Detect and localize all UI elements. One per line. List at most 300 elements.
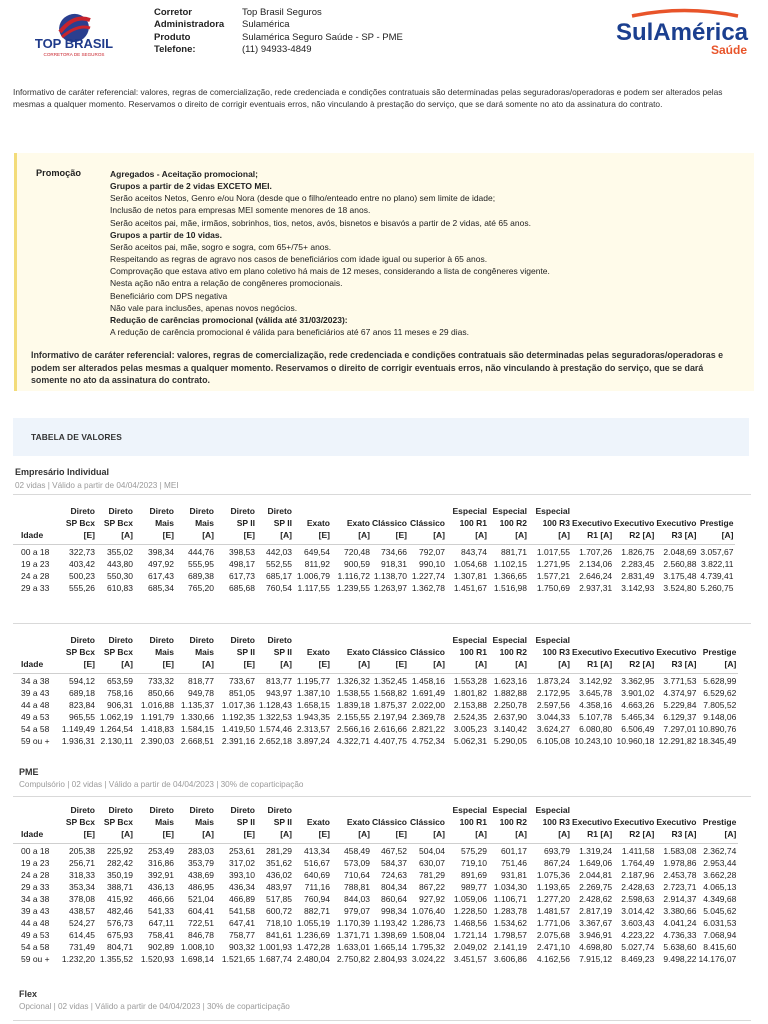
price-cell: 10.890,76 <box>698 724 737 734</box>
price-cell: 1.698,14 <box>180 954 214 964</box>
column-header: [A] <box>176 658 216 674</box>
price-cell: 5.027,74 <box>621 942 655 952</box>
column-header <box>372 505 409 517</box>
column-header: Direto <box>108 635 133 645</box>
values-title: TABELA DE VALORES <box>31 432 122 442</box>
column-header: Direto <box>189 805 214 815</box>
table-row <box>13 723 738 735</box>
column-header <box>614 804 656 816</box>
section-title: Empresário Individual <box>15 467 110 477</box>
divider <box>13 1020 751 1021</box>
column-header: Exato <box>306 647 330 657</box>
price-cell: 3.005,23 <box>453 724 487 734</box>
price-cell: 353,79 <box>188 858 214 868</box>
price-cell: 5.465,34 <box>621 712 655 722</box>
price-cell: 2.566,16 <box>336 724 370 734</box>
age-range-cell: 29 a 33 <box>21 882 50 892</box>
column-header: [E] <box>372 658 409 674</box>
price-cell: 1.170,39 <box>336 918 370 928</box>
price-cell: 5.638,60 <box>663 942 697 952</box>
price-cell: 649,54 <box>304 547 330 557</box>
column-header: Direto <box>149 635 174 645</box>
column-header: R3 [A] <box>656 529 698 545</box>
price-cell: 804,71 <box>107 942 133 952</box>
section-subtitle: Opcional | 02 vidas | Válido a partir de 04/04/2023 | 30% de coparticipação <box>19 1002 290 1011</box>
price-cell: 1.054,68 <box>453 559 487 569</box>
price-cell: 867,24 <box>544 858 570 868</box>
price-cell: 1.263,97 <box>373 583 407 593</box>
price-cell: 521,04 <box>188 894 214 904</box>
age-range-cell: 19 a 23 <box>21 559 50 569</box>
price-cell: 398,53 <box>229 547 255 557</box>
column-header: [E] <box>372 529 409 545</box>
price-cell: 2.155,55 <box>336 712 370 722</box>
price-cell: 731,49 <box>69 942 95 952</box>
column-header: [A] <box>698 658 738 674</box>
price-cell: 1.055,19 <box>296 918 330 928</box>
price-cell: 4.736,33 <box>663 930 697 940</box>
column-header: [A] <box>332 529 372 545</box>
price-cell: 2.048,69 <box>663 547 697 557</box>
price-cell: 1.936,31 <box>61 736 95 746</box>
price-cell: 486,95 <box>188 882 214 892</box>
column-header: Direto <box>70 805 95 815</box>
price-cell: 4.739,41 <box>700 571 734 581</box>
column-header: [A] <box>447 828 489 844</box>
column-header <box>332 634 372 646</box>
column-header: Idade <box>13 658 59 674</box>
price-cell: 792,07 <box>419 547 445 557</box>
price-cell: 2.652,18 <box>258 736 292 746</box>
column-header: Prestige <box>702 817 737 827</box>
price-cell: 403,42 <box>69 559 95 569</box>
promo-line: Inclusão de netos para empresas MEI somente menores de 18 anos. <box>110 205 371 216</box>
column-header <box>656 634 698 646</box>
price-cell: 2.075,68 <box>536 930 570 940</box>
column-header: [A] <box>698 529 735 545</box>
price-cell: 322,73 <box>69 547 95 557</box>
price-cell: 438,69 <box>188 870 214 880</box>
price-cell: 1.943,35 <box>296 712 330 722</box>
price-cell: 5.260,75 <box>700 583 734 593</box>
rate-table-pme <box>13 804 738 965</box>
promo-line: Respeitando as regras de agravo nos casos de beneficiários com idade igual ou superior à 65 anos. <box>110 254 488 265</box>
age-range-cell: 49 a 53 <box>21 712 50 722</box>
price-cell: 7.915,12 <box>579 954 613 964</box>
price-cell: 1.366,65 <box>493 571 527 581</box>
price-cell: 415,92 <box>107 894 133 904</box>
column-header: SP II <box>273 518 292 528</box>
column-header: [E] <box>216 828 257 844</box>
price-cell: 844,03 <box>344 894 370 904</box>
price-cell: 860,64 <box>381 894 407 904</box>
column-header <box>13 816 59 828</box>
price-cell: 2.821,22 <box>411 724 445 734</box>
price-cell: 8.415,60 <box>703 942 737 952</box>
price-cell: 444,76 <box>188 547 214 557</box>
table-row <box>13 545 735 559</box>
column-header: Prestige <box>702 647 737 657</box>
price-cell: 1.658,15 <box>296 700 330 710</box>
price-cell: 2.044,81 <box>579 870 613 880</box>
price-cell: 998,34 <box>381 906 407 916</box>
column-header: Mais <box>195 817 214 827</box>
table-row <box>13 699 738 711</box>
price-cell: 2.723,71 <box>663 882 697 892</box>
column-header: R1 [A] <box>572 658 614 674</box>
price-cell: 1.232,20 <box>61 954 95 964</box>
price-cell: 436,02 <box>266 870 292 880</box>
price-cell: 281,29 <box>266 846 292 856</box>
price-cell: 640,69 <box>304 870 330 880</box>
price-cell: 2.390,03 <box>140 736 174 746</box>
section-title: PME <box>19 767 39 777</box>
column-header: [E] <box>216 529 257 545</box>
promo-label: Promoção <box>36 168 81 178</box>
column-header: R3 [A] <box>656 658 698 674</box>
price-cell: 517,85 <box>266 894 292 904</box>
price-cell: 3.901,02 <box>621 688 655 698</box>
header-key: Produto <box>154 31 191 43</box>
column-header: Mais <box>155 647 174 657</box>
rate-table <box>13 634 738 747</box>
price-cell: 902,89 <box>148 942 174 952</box>
column-header: 100 R1 <box>459 647 487 657</box>
column-header: Clássico <box>410 817 445 827</box>
table-row <box>13 881 738 893</box>
price-cell: 675,93 <box>107 930 133 940</box>
price-cell: 2.141,19 <box>493 942 527 952</box>
price-cell: 3.175,48 <box>663 571 697 581</box>
price-cell: 604,41 <box>188 906 214 916</box>
promo-line: Não vale para inclusões, apenas novos negócios. <box>110 302 298 313</box>
price-cell: 990,10 <box>419 559 445 569</box>
rate-table-mei-continued <box>13 634 738 747</box>
price-cell: 1.016,88 <box>140 700 174 710</box>
column-header: Idade <box>13 828 59 844</box>
price-cell: 6.080,80 <box>579 724 613 734</box>
price-cell: 867,22 <box>419 882 445 892</box>
price-cell: 3.606,86 <box>493 954 527 964</box>
age-range-cell: 54 a 58 <box>21 724 50 734</box>
column-header: 100 R3 <box>542 817 570 827</box>
disclaimer-top: Informativo de caráter referencial: valores, regras de comercialização, rede credenciada e condições contratuais são determinadas pelas seguradoras/operadoras e podem ser alterados pelas mesmas a qualquer momento. Reservamos o direito de corrigir eventuais erros, não vinculando à prestação do serviço, que se dará somente no ato da assinatura do contrato. <box>13 87 723 109</box>
price-cell: 4.374,97 <box>663 688 697 698</box>
promo-line: Serão aceitos Netos, Genro e/ou Nora (desde que o filho/enteado entre no plano) sem limite de idade; <box>110 193 496 204</box>
price-cell: 1.128,43 <box>258 700 292 710</box>
price-cell: 760,54 <box>266 583 292 593</box>
promo-line: Agregados - Aceitação promocional; <box>110 169 258 179</box>
table-row <box>13 869 738 881</box>
price-cell: 550,30 <box>107 571 133 581</box>
price-cell: 2.022,00 <box>411 700 445 710</box>
column-header <box>698 634 738 646</box>
price-cell: 3.822,11 <box>701 559 734 569</box>
price-cell: 2.953,44 <box>703 858 737 868</box>
price-cell: 3.645,78 <box>579 688 613 698</box>
price-cell: 2.668,51 <box>180 736 214 746</box>
column-header <box>656 804 698 816</box>
broker-logo <box>28 10 120 58</box>
price-cell: 555,95 <box>188 559 214 569</box>
header-value: Top Brasil Seguros <box>242 7 322 18</box>
price-cell: 617,73 <box>229 571 255 581</box>
price-cell: 4.698,80 <box>579 942 613 952</box>
table-row <box>13 582 735 594</box>
column-header: SP Bcx <box>65 817 95 827</box>
price-cell: 1.583,08 <box>663 846 697 856</box>
price-cell: 2.597,56 <box>536 700 570 710</box>
column-header: Mais <box>155 817 174 827</box>
price-cell: 1.687,74 <box>258 954 292 964</box>
column-header: Especial <box>492 805 527 815</box>
price-cell: 3.380,66 <box>663 906 697 916</box>
column-header: [E] <box>216 658 257 674</box>
price-cell: 751,46 <box>501 858 527 868</box>
price-cell: 393,10 <box>229 870 255 880</box>
table-row <box>13 570 735 582</box>
column-header: 100 R1 <box>459 518 487 528</box>
column-header: Executivo <box>656 518 697 528</box>
price-cell: 1.076,40 <box>411 906 445 916</box>
price-cell: 413,34 <box>304 846 330 856</box>
price-cell: 1.771,06 <box>536 918 570 928</box>
column-header: Exato <box>346 817 370 827</box>
price-cell: 2.914,37 <box>663 894 697 904</box>
table-row <box>13 558 735 570</box>
price-cell: 283,03 <box>188 846 214 856</box>
price-cell: 2.130,11 <box>100 736 133 746</box>
price-cell: 1.355,52 <box>99 954 133 964</box>
price-cell: 2.197,94 <box>373 712 407 722</box>
price-cell: 378,08 <box>69 894 95 904</box>
divider <box>13 494 751 495</box>
price-cell: 555,26 <box>69 583 95 593</box>
price-cell: 1.116,72 <box>337 571 370 581</box>
price-cell: 2.391,16 <box>221 736 255 746</box>
price-cell: 436,13 <box>148 882 174 892</box>
price-cell: 906,31 <box>107 700 133 710</box>
price-cell: 1.468,56 <box>453 918 487 928</box>
header-info <box>154 7 403 56</box>
price-cell: 1.764,49 <box>621 858 655 868</box>
price-cell: 4.065,13 <box>703 882 737 892</box>
price-cell: 6.506,49 <box>621 724 655 734</box>
price-cell: 282,42 <box>107 858 133 868</box>
price-cell: 1.001,93 <box>258 942 292 952</box>
price-cell: 2.750,82 <box>336 954 370 964</box>
column-header: Especial <box>452 635 487 645</box>
column-header: SP Bcx <box>103 518 133 528</box>
column-header: Especial <box>452 805 487 815</box>
price-cell: 882,71 <box>304 906 330 916</box>
column-header: Clássico <box>410 647 445 657</box>
column-header: Direto <box>267 805 292 815</box>
price-cell: 3.142,92 <box>579 676 613 686</box>
price-cell: 979,07 <box>344 906 370 916</box>
column-header <box>294 634 332 646</box>
price-cell: 1.882,88 <box>493 688 527 698</box>
price-cell: 466,89 <box>229 894 255 904</box>
column-header <box>294 804 332 816</box>
price-cell: 1.521,65 <box>221 954 255 964</box>
price-cell: 1.577,21 <box>536 571 570 581</box>
price-cell: 685,17 <box>266 571 292 581</box>
column-header: [A] <box>489 658 529 674</box>
price-cell: 1.236,69 <box>296 930 330 940</box>
price-cell: 225,92 <box>107 846 133 856</box>
column-header: SP Bcx <box>65 647 95 657</box>
price-cell: 2.269,75 <box>579 882 613 892</box>
price-cell: 918,31 <box>381 559 407 569</box>
table-row <box>13 953 738 965</box>
price-cell: 4.407,75 <box>373 736 407 746</box>
column-header: Mais <box>195 518 214 528</box>
price-cell: 3.044,33 <box>536 712 570 722</box>
column-header: Idade <box>13 529 59 545</box>
price-cell: 903,32 <box>229 942 255 952</box>
price-cell: 1.319,24 <box>579 846 613 856</box>
price-cell: 467,52 <box>381 846 407 856</box>
price-cell: 573,09 <box>344 858 370 868</box>
price-cell: 317,02 <box>229 858 255 868</box>
column-header: Direto <box>230 805 255 815</box>
price-cell: 1.017,55 <box>536 547 570 557</box>
age-range-cell: 54 a 58 <box>21 942 50 952</box>
price-cell: 316,86 <box>148 858 174 868</box>
column-header <box>614 505 656 517</box>
price-cell: 5.107,78 <box>579 712 613 722</box>
price-cell: 2.471,10 <box>536 942 570 952</box>
price-cell: 758,16 <box>107 688 133 698</box>
price-cell: 3.451,57 <box>453 954 487 964</box>
price-cell: 1.286,73 <box>411 918 445 928</box>
price-cell: 5.628,99 <box>703 676 737 686</box>
price-cell: 3.603,43 <box>621 918 655 928</box>
price-cell: 575,29 <box>461 846 487 856</box>
price-cell: 1.371,71 <box>336 930 370 940</box>
price-cell: 466,66 <box>148 894 174 904</box>
price-cell: 601,17 <box>501 846 527 856</box>
promo-line: A redução de carência promocional é válida para beneficiários até 67 anos 11 meses e 29 dias. <box>110 327 469 338</box>
price-cell: 1.875,37 <box>373 700 407 710</box>
price-cell: 398,34 <box>148 547 174 557</box>
column-header: Prestige <box>699 518 734 528</box>
column-header: SP II <box>236 817 255 827</box>
column-header: Especial <box>492 506 527 516</box>
table-row <box>13 857 738 869</box>
column-header: [E] <box>59 828 97 844</box>
table-row <box>13 711 738 723</box>
price-cell: 733,67 <box>229 676 255 686</box>
price-cell: 1.034,30 <box>493 882 527 892</box>
column-header: Clássico <box>372 817 407 827</box>
price-cell: 2.804,93 <box>373 954 407 964</box>
price-cell: 498,17 <box>229 559 255 569</box>
price-cell: 843,74 <box>461 547 487 557</box>
price-cell: 1.795,32 <box>411 942 445 952</box>
price-cell: 1.059,06 <box>453 894 487 904</box>
price-cell: 4.223,22 <box>621 930 655 940</box>
column-header: Direto <box>108 805 133 815</box>
price-cell: 722,51 <box>188 918 214 928</box>
price-cell: 3.771,53 <box>663 676 697 686</box>
column-header <box>332 505 372 517</box>
price-cell: 541,33 <box>148 906 174 916</box>
age-range-cell: 29 a 33 <box>21 583 50 593</box>
price-cell: 647,41 <box>229 918 255 928</box>
price-cell: 3.946,91 <box>579 930 613 940</box>
promo-line: Nesta ação não entra a relação de congêneres promocionais. <box>110 278 343 289</box>
price-cell: 2.250,78 <box>493 700 527 710</box>
price-cell: 1.008,10 <box>180 942 214 952</box>
price-cell: 1.330,66 <box>180 712 214 722</box>
price-cell: 10.960,18 <box>616 736 655 746</box>
rate-table <box>13 804 738 965</box>
column-header: [A] <box>257 828 294 844</box>
price-cell: 1.508,04 <box>411 930 445 940</box>
promo-line: Grupos a partir de 10 vidas. <box>110 229 222 240</box>
header-key: Telefone: <box>154 43 196 55</box>
price-cell: 841,61 <box>266 930 292 940</box>
column-header <box>372 804 409 816</box>
price-cell: 1.538,55 <box>336 688 370 698</box>
column-header: [A] <box>97 658 135 674</box>
price-cell: 1.191,79 <box>140 712 174 722</box>
price-cell: 1.978,86 <box>663 858 697 868</box>
promo-line: Comprovação que estava ativo em plano coletivo há mais de 12 meses, considerando a lista de congêneres vigente. <box>110 266 550 277</box>
column-header: SP II <box>273 817 292 827</box>
price-cell: 818,77 <box>188 676 214 686</box>
price-cell: 524,27 <box>69 918 95 928</box>
price-cell: 610,83 <box>107 583 133 593</box>
price-cell: 5.062,31 <box>453 736 487 746</box>
price-cell: 850,66 <box>148 688 174 698</box>
price-cell: 483,97 <box>266 882 292 892</box>
price-cell: 3.057,67 <box>700 547 734 557</box>
column-header: [E] <box>294 529 332 545</box>
price-cell: 1.481,57 <box>536 906 570 916</box>
column-header: R1 [A] <box>572 828 614 844</box>
table-row <box>13 735 738 747</box>
price-cell: 3.367,67 <box>579 918 613 928</box>
price-cell: 2.480,04 <box>296 954 330 964</box>
price-cell: 2.616,66 <box>373 724 407 734</box>
age-range-cell: 24 a 28 <box>21 870 50 880</box>
price-cell: 1.228,50 <box>453 906 487 916</box>
price-cell: 765,20 <box>188 583 214 593</box>
price-cell: 710,64 <box>344 870 370 880</box>
price-cell: 5.290,05 <box>493 736 527 746</box>
price-cell: 6.529,62 <box>703 688 737 698</box>
column-header: 100 R2 <box>499 518 527 528</box>
table-row <box>13 941 738 953</box>
column-header: Executivo <box>572 817 613 827</box>
header-value: Sulamérica Seguro Saúde - SP - PME <box>242 31 403 43</box>
price-cell: 1.649,06 <box>579 858 613 868</box>
price-cell: 1.801,82 <box>453 688 487 698</box>
column-header <box>698 804 738 816</box>
age-range-cell: 44 a 48 <box>21 918 50 928</box>
column-header: [A] <box>409 828 447 844</box>
price-cell: 3.362,95 <box>621 676 655 686</box>
column-header: [A] <box>489 828 529 844</box>
price-cell: 617,43 <box>148 571 174 581</box>
age-range-cell: 00 a 18 <box>21 547 50 557</box>
column-header <box>409 804 447 816</box>
price-cell: 355,02 <box>107 547 133 557</box>
price-cell: 5.229,84 <box>663 700 697 710</box>
